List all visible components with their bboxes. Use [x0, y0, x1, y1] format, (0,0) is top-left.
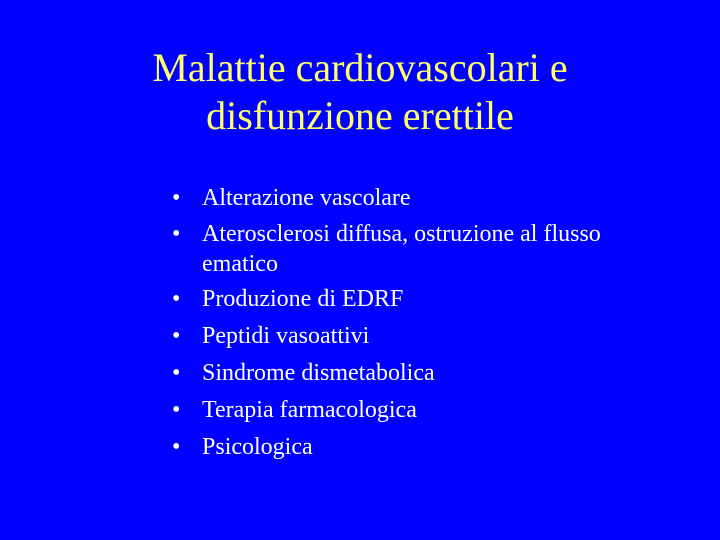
slide-title: [0, 44, 720, 140]
bullet-icon: •: [172, 286, 181, 312]
bullet-icon: •: [172, 397, 181, 423]
bullet-text: Psicologica: [202, 434, 313, 460]
bullet-list: [172, 182, 632, 468]
bullet-item: [172, 320, 632, 353]
bullet-icon: •: [172, 360, 181, 386]
bullet-text: Aterosclerosi diffusa, ostruzione al flusso ematico: [202, 221, 601, 277]
bullet-item: [172, 219, 632, 279]
slide-title-line-2: disfunzione erettile: [206, 93, 514, 138]
bullet-icon: •: [172, 185, 181, 211]
bullet-item: [172, 283, 632, 316]
bullet-text: Produzione di EDRF: [202, 286, 404, 312]
bullet-item: [172, 431, 632, 464]
bullet-text: Sindrome dismetabolica: [202, 360, 435, 386]
bullet-text: Terapia farmacologica: [202, 397, 417, 423]
slide-title-line-1: Malattie cardiovascolari e: [152, 45, 568, 90]
bullet-item: [172, 182, 632, 215]
bullet-icon: •: [172, 434, 181, 460]
bullet-icon: •: [172, 221, 181, 247]
bullet-text: Alterazione vascolare: [202, 185, 411, 211]
bullet-icon: •: [172, 323, 181, 349]
bullet-item: [172, 357, 632, 390]
bullet-text: Peptidi vasoattivi: [202, 323, 370, 349]
bullet-item: [172, 394, 632, 427]
